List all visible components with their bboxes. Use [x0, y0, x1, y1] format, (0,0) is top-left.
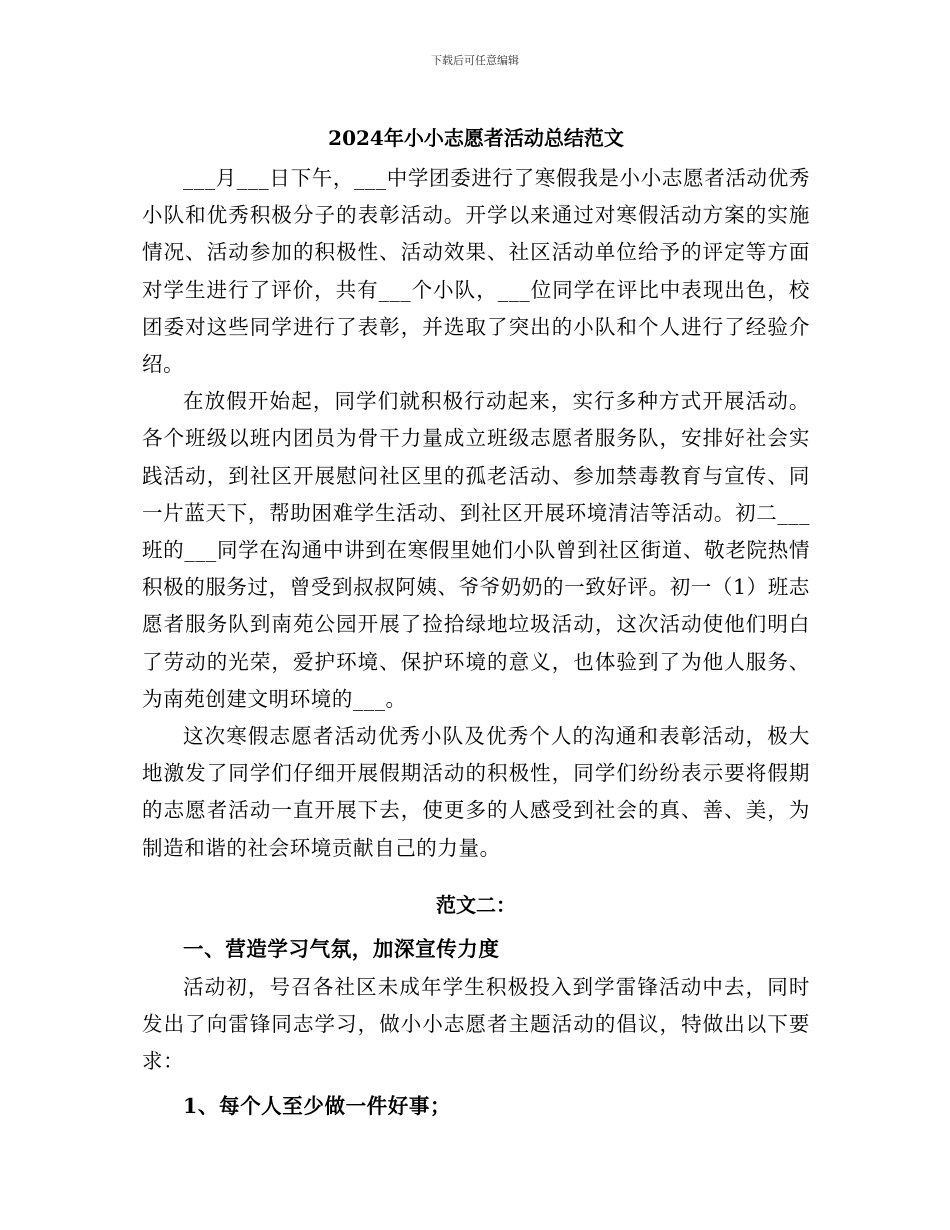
document-body: [142, 118, 810, 1126]
sub-title: 范文二：: [436, 892, 516, 917]
section-paragraph: 活动初，号召各社区未成年学生积极投入到学雷锋活动中去，同时发出了向雷锋同志学习，做小小志愿者主题活动的倡议，特做出以下要求：: [142, 974, 810, 1074]
list-item-heading: 1、每个人至少做一件好事；: [183, 1094, 452, 1119]
paragraph-3: 这次寒假志愿者活动优秀小队及优秀个人的沟通和表彰活动，极大地激发了同学们仔细开展假期活动的积极性，同学们纷纷表示要将假期的志愿者活动一直开展下去，使更多的人感受到社会的真、善、美，为制造和谐的社会环境贡献自己的力量。: [142, 724, 810, 860]
paragraph-2: 在放假开始起，同学们就积极行动起来，实行多种方式开展活动。各个班级以班内团员为骨干力量成立班级志愿者服务队，安排好社会实践活动，到社区开展慰问社区里的孤老活动、参加禁毒教育与宣传、同一片蓝天下，帮助困难学生活动、到社区开展环境清洁等活动。初二___班的___同学在沟通中讲到在寒假里她们小队曾到社区街道、敬老院热情积极的服务过，曾受到叔叔阿姨、爷爷奶奶的一致好评。初一（1）班志愿者服务队到南苑公园开展了捡拾绿地垃圾活动，这次活动使他们明白了劳动的光荣，爱护环境、保护环境的意义，也体验到了为他人服务、为南苑创建文明环境的___。: [142, 389, 810, 711]
document-title: 2024年小小志愿者活动总结范文: [328, 126, 624, 150]
paragraph-1: ___月___日下午，___中学团委进行了寒假我是小小志愿者活动优秀小队和优秀积极分子的表彰活动。开学以来通过对寒假活动方案的实施情况、活动参加的积极性、活动效果、社区活动单位给予的评定等方面对学生进行了评价，共有___个小队，___位同学在评比中表现出色，校团委对这些同学进行了表彰，并选取了突出的小队和个人进行了经验介绍。: [142, 166, 810, 377]
page-header-note: 下载后可任意编辑: [431, 54, 519, 67]
section-heading: 一、营造学习气氛，加深宣传力度: [183, 936, 500, 961]
